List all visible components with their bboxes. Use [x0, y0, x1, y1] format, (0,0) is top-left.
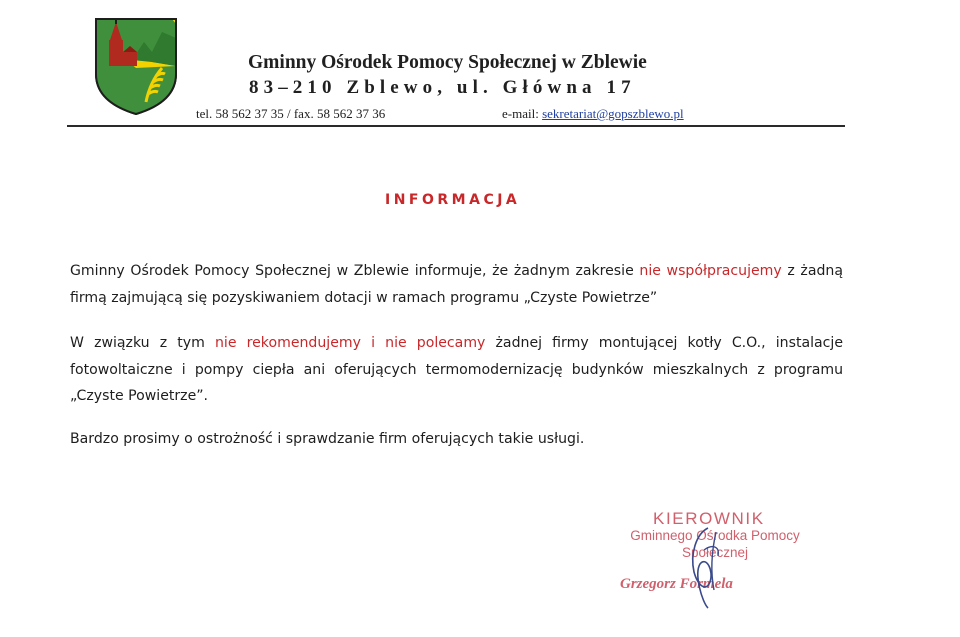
paragraph-1-text: Gminny Ośrodek Pomocy Społecznej w Zblewie informuje, że żadnym zakresie [70, 263, 640, 279]
email-row [502, 106, 684, 122]
paragraph-2 [70, 330, 843, 410]
email-label: e-mail: [502, 106, 539, 121]
highlight-no-recommendation: nie rekomendujemy i nie polecamy [215, 335, 486, 351]
paragraph-1-text-cont: z żadną firmą zajmującą się pozyskiwaniem dotacji w ramach programu „Czyste Powietrze” [70, 263, 843, 306]
paragraph-3: Bardzo prosimy o ostrożność i sprawdzanie firm oferujących takie usługi. [70, 431, 585, 447]
organization-name: Gminny Ośrodek Pomocy Społecznej w Zblewie [248, 52, 647, 73]
coat-of-arms-icon [92, 16, 180, 116]
email-link[interactable]: sekretariat@gopszblewo.pl [542, 106, 684, 121]
header-divider [67, 125, 845, 127]
highlight-no-cooperation: nie współpracujemy [639, 263, 782, 279]
phone-fax: tel. 58 562 37 35 / fax. 58 562 37 36 [196, 106, 386, 121]
paragraph-1 [70, 258, 843, 311]
handwritten-signature [660, 520, 750, 610]
signature-org-line-1: Gminnego Ośrodka Pomocy [630, 528, 800, 543]
paragraph-2-text-cont: żadnej firmy montującej kotły C.O., instalacje fotowoltaiczne i pompy ciepła ani oferujących termomodernizację budynków mieszkalnych z programu „Czyste Powietrze”. [70, 335, 844, 404]
document-title: INFORMACJA [385, 192, 521, 208]
signature-org-line-2: Społecznej [681, 545, 749, 560]
signer-name: Grzegorz Formela [620, 576, 733, 592]
signature-title: KIEROWNIK [653, 509, 765, 528]
organization-address: 83–210 Zblewo, ul. Główna 17 [249, 77, 636, 98]
paragraph-2-text: W związku z tym [70, 335, 215, 351]
